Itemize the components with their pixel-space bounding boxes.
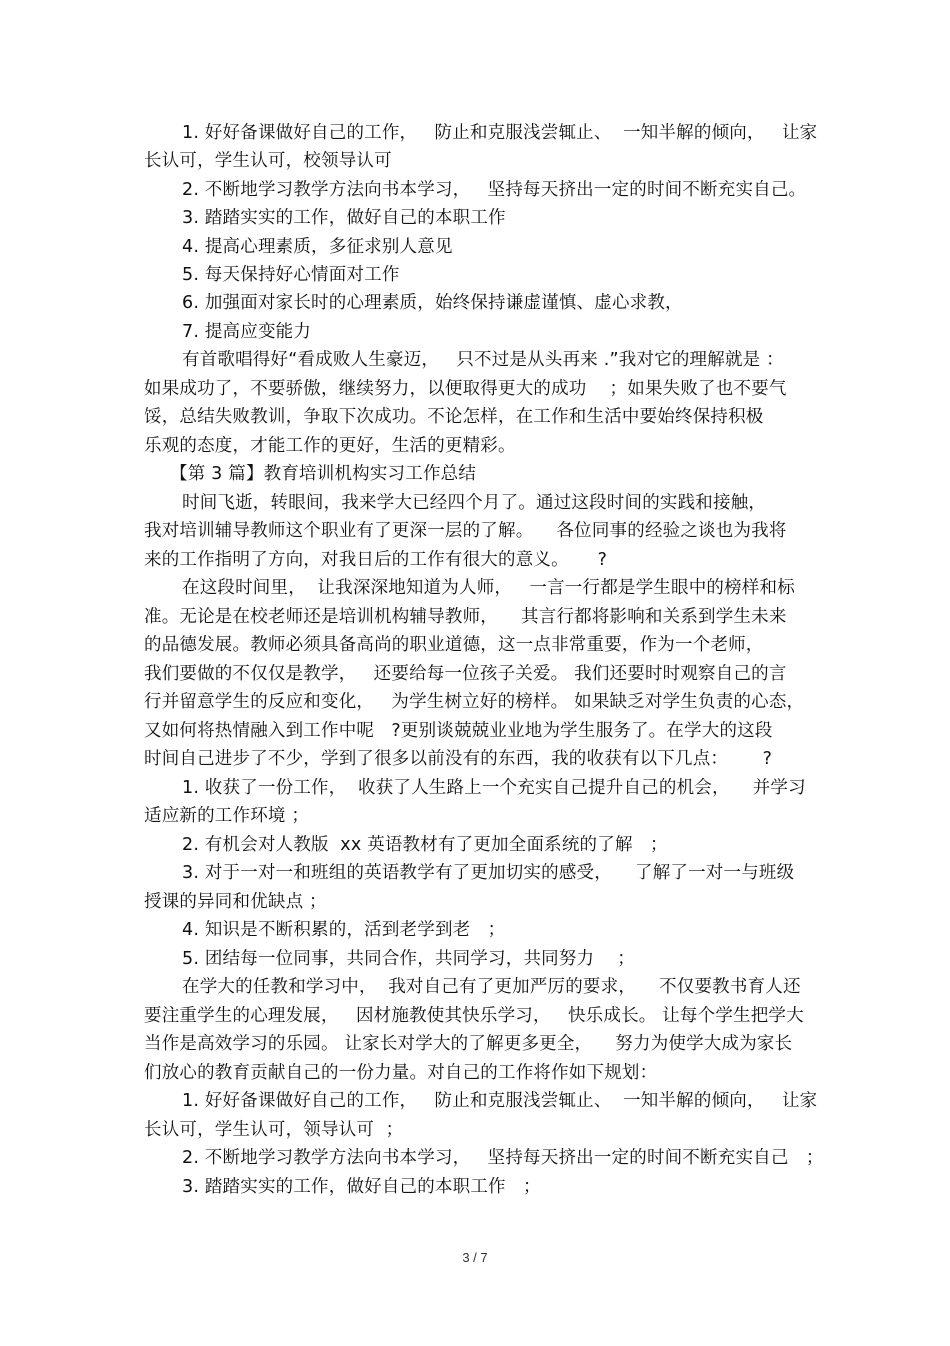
text-line: 3. 踏踏实实的工作，做好自己的本职工作 ； [182, 1177, 541, 1197]
text-line: 的品德发展。教师必须具备高尚的职业道德，这一点非常重要，作为一个老师， [144, 635, 764, 655]
text-line: 5. 团结每一位同事，共同合作，共同学习，共同努力 ； [182, 949, 636, 969]
text-line: 时间飞逝，转眼间，我来学大已经四个月了。通过这段时间的实践和接触， [182, 493, 767, 513]
text-line: 在学大的任教和学习中， 我对自己有了更加严厉的要求， 不仅要教书育人还 [182, 977, 801, 997]
text-line: 2. 不断地学习教学方法向书本学习， 坚持每天挤出一定的时间不断充实自己。 [182, 180, 807, 200]
text-line: 要注重学生的心理发展， 因材施教使其快乐学习， 快乐成长。 让每个学生把学大 [144, 1006, 804, 1026]
text-line: 2. 不断地学习教学方法向书本学习， 坚持每天挤出一定的时间不断充实自己 ； [182, 1148, 824, 1168]
text-line: 时间自己进步了不少，学到了很多以前没有的东西，我的收获有以下几点： ? [144, 749, 773, 769]
text-line: 2. 有机会对人教版 xx 英语教材有了更加全面系统的了解 ； [182, 835, 668, 855]
section-heading: 【第 3 篇】教育培训机构实习工作总结 [170, 464, 477, 484]
text-line: 7. 提高应变能力 [182, 322, 312, 342]
text-line: 3. 对于一对一和班组的英语教学有了更加切实的感受， 了解了一对一与班级 [182, 863, 795, 883]
text-line: 行并留意学生的反应和变化， 为学生树立好的榜样。 如果缺乏对学生负责的心态， [144, 692, 805, 712]
text-line: 4. 提高心理素质，多征求别人意见 [182, 237, 453, 257]
page-number: 3 / 7 [462, 1250, 488, 1265]
text-line: 我们要做的不仅仅是教学， 还要给每一位孩子关爱。 我们还要时时观察自己的言 [144, 664, 787, 684]
text-line: 长认可，学生认可，校领导认可 [144, 151, 392, 171]
text-line: 有首歌唱得好“看成败人生豪迈， 只不过是从头再来 .”我对它的理解就是 ： [182, 350, 784, 370]
text-line: 授课的异同和优缺点 ； [144, 892, 327, 912]
text-line: 6. 加强面对家长时的心理素质，始终保持谦虚谨慎、虚心求教， [182, 293, 683, 313]
text-line: 4. 知识是不断积累的，活到老学到老 ； [182, 920, 506, 940]
text-line: 馁，总结失败教训，争取下次成功。不论怎样，在工作和生活中要始终保持积极 [144, 407, 764, 427]
text-line: 3. 踏踏实实的工作，做好自己的本职工作 [182, 208, 506, 228]
text-line: 5. 每天保持好心情面对工作 [182, 265, 400, 285]
text-line: 准。无论是在校老师还是培训机构辅导教师， 其言行都将影响和关系到学生未来 [144, 607, 787, 627]
text-line: 在这段时间里， 让我深深地知道为人师， 一言一行都是学生眼中的榜样和标 [182, 578, 795, 598]
text-line: 1. 好好备课做好自己的工作， 防止和克服浅尝辄止、 一知半解的倾向， 让家 [182, 123, 818, 143]
text-line: 们放心的教育贡献自己的一份力量。对自己的工作将作如下规划： [144, 1063, 658, 1083]
text-line: 适应新的工作环境 ； [144, 806, 310, 826]
text-line: 当作是高效学习的乐园。 让家长对学大的了解更多更全， 努力为使学大成为家长 [144, 1034, 793, 1054]
text-line: 我对培训辅导教师这个职业有了更深一层的了解。 各位同事的经验之谈也为我将 [144, 521, 787, 541]
text-line: 又如何将热情融入到工作中呢 ?更别谈兢兢业业地为学生服务了。在学大的这段 [144, 721, 773, 741]
text-line: 来的工作指明了方向，对我日后的工作有很大的意义。 ? [144, 550, 608, 570]
text-line: 1. 收获了一份工作， 收获了人生路上一个充实自己提升自己的机会， 并学习 [182, 778, 806, 798]
text-line: 1. 好好备课做好自己的工作， 防止和克服浅尝辄止、 一知半解的倾向， 让家 [182, 1091, 818, 1111]
text-line: 如果成功了，不要骄傲，继续努力，以便取得更大的成功 ；如果失败了也不要气 [144, 379, 787, 399]
text-line: 乐观的态度，才能工作的更好，生活的更精彩。 [144, 436, 516, 456]
text-line: 长认可，学生认可，领导认可 ； [144, 1120, 404, 1140]
